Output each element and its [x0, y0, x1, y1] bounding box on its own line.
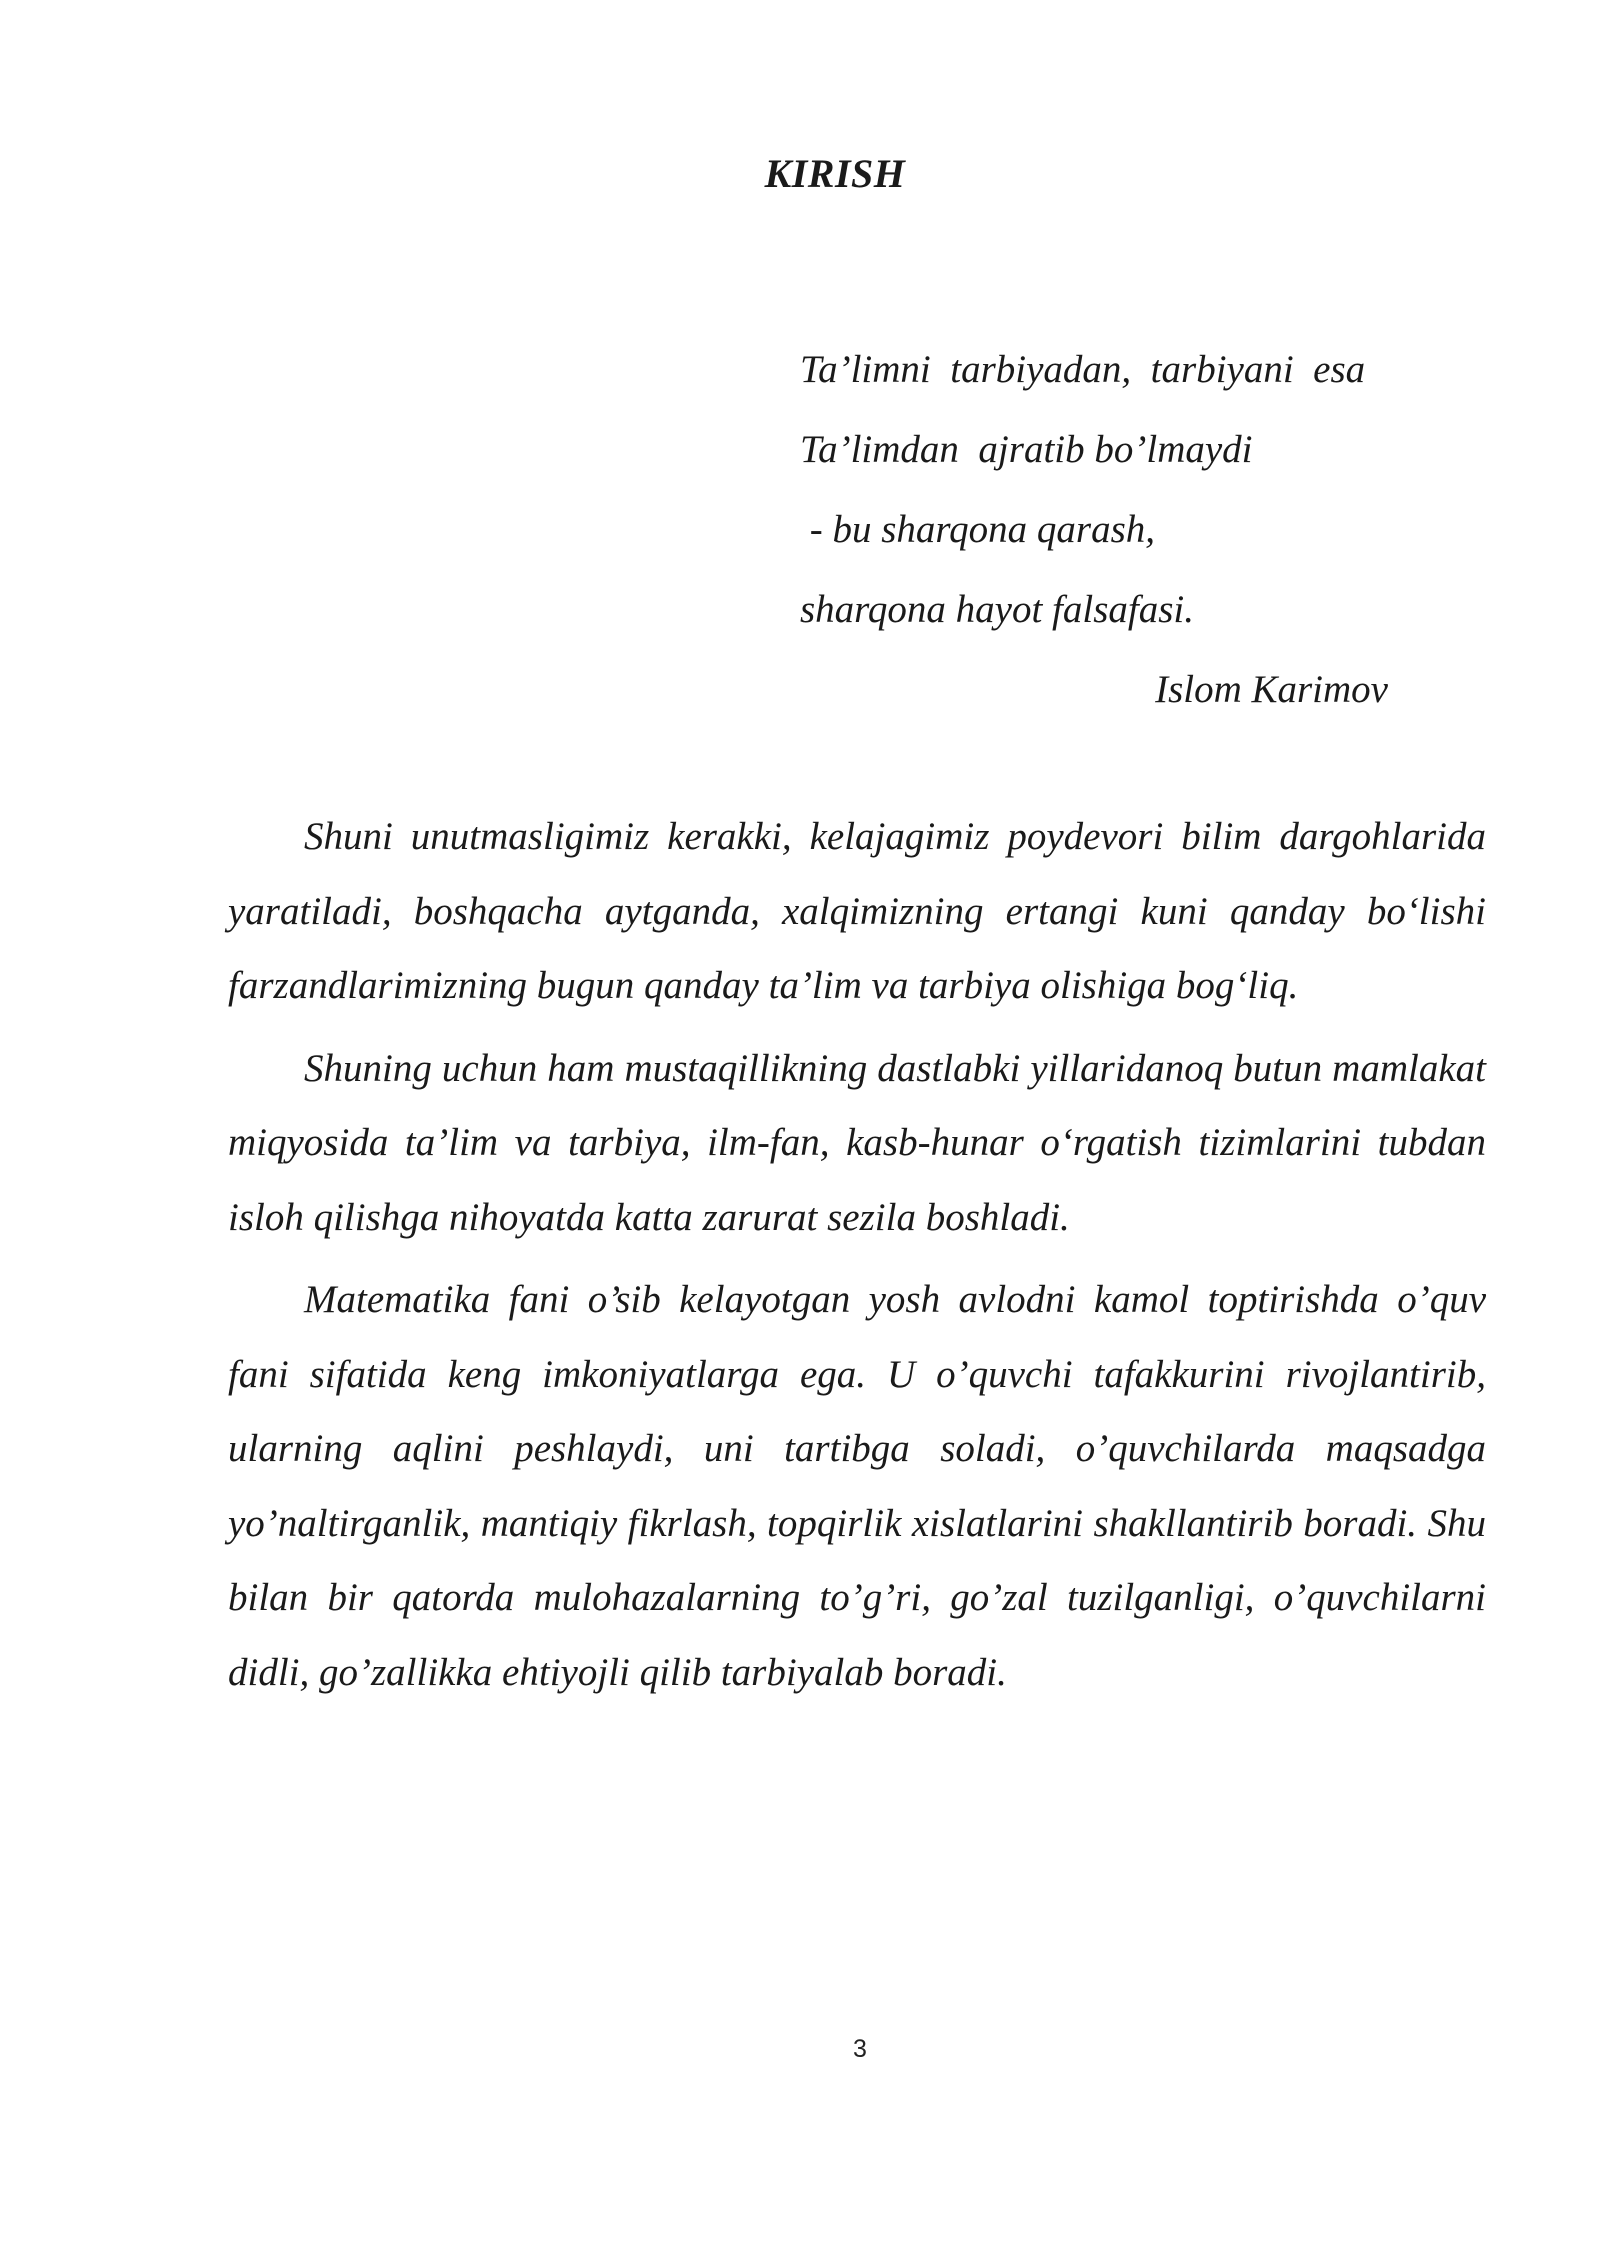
page-title: KIRISH: [764, 151, 906, 196]
epigraph-line: - bu sharqona qarash,: [800, 508, 1155, 551]
epigraph-author: Islom Karimov: [1155, 668, 1388, 711]
epigraph: [800, 330, 1440, 730]
paragraph: Matematika fani o’sib kelayotgan yosh avlodni kamol toptirishda o’quv fani sifatida keng imkoniyatlarga ega. U o’quvchi tafakkurini rivojlantirib, ularning aqlini peshlaydi, uni tartibga soladi, o’quvchilarda maqsadga yo’naltirganlik, mantiqiy fikrlash, topqirlik xislatlarini shakllantirib boradi. Shu bilan bir qatorda mulohazalarning to’g’ri, go’zal tuzilganligi, o’quvchilarni didli, go’zallikka ehtiyojli qilib tarbiyalab boradi.: [228, 1278, 1486, 1694]
epigraph-line: sharqona hayot falsafasi.: [800, 588, 1194, 631]
epigraph-line: Ta’limdan ajratib bo’lmaydi: [800, 428, 1253, 471]
epigraph-line: Ta’limni tarbiyadan, tarbiyani esa: [800, 348, 1366, 391]
page-number: 3: [853, 2035, 867, 2063]
body-text: [228, 800, 1486, 1718]
paragraph: Shuni unutmasligimiz kerakki, kelajagimiz poydevori bilim dargohlarida yaratiladi, boshqacha aytganda, xalqimizning ertangi kuni qanday bo‘lishi farzandlarimizning bugun qanday ta’lim va tarbiya olishiga bog‘liq.: [228, 815, 1486, 1007]
paragraph: Shuning uchun ham mustaqillikning dastlabki yillaridanoq butun mamlakat miqyosida ta’lim va tarbiya, ilm-fan, kasb-hunar o‘rgatish tizimlarini tubdan isloh qilishga nihoyatda katta zarurat sezila boshladi.: [228, 1046, 1486, 1239]
